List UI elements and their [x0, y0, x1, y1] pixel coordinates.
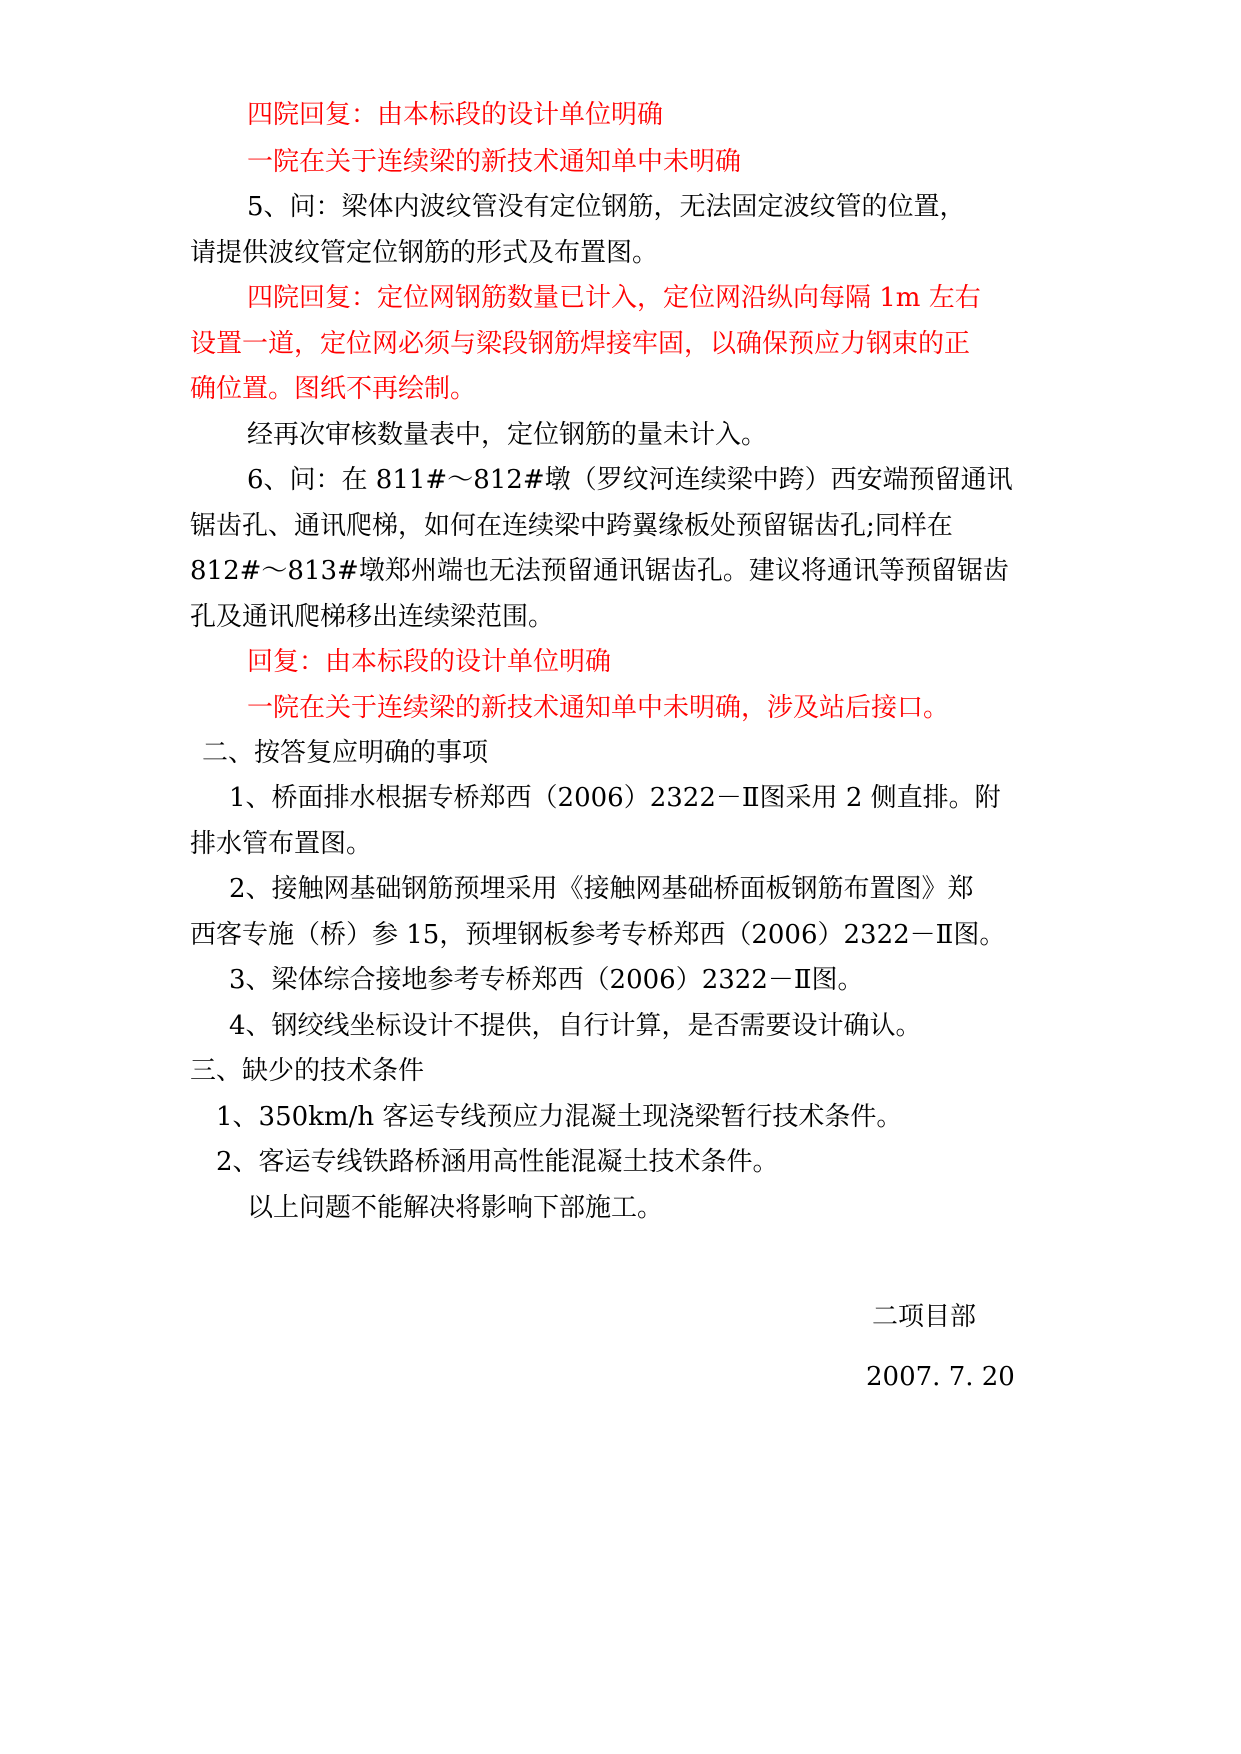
item-2-4: 4、钢绞线坐标设计不提供，自行计算，是否需要设计确认。 [229, 1011, 922, 1041]
reply-6-line-1: 回复：由本标段的设计单位明确 [247, 647, 612, 677]
item-3-1: 1、350km/h 客运专线预应力混凝土现浇梁暂行技术条件。 [216, 1102, 903, 1132]
item-3-2: 2、客运专线铁路桥涵用高性能混凝土技术条件。 [216, 1147, 779, 1177]
reply-line-1: 四院回复：由本标段的设计单位明确 [247, 100, 664, 130]
signature-date: 2007. 7. 20 [866, 1362, 1015, 1392]
question-6-line-2: 锯齿孔、通讯爬梯，如何在连续梁中跨翼缘板处预留锯齿孔;同样在 [190, 511, 953, 541]
item-2-2-line-2: 西客专施（桥）参 15，预埋钢板参考专桥郑西（2006）2322－Ⅱ图。 [190, 920, 1006, 950]
section-3-heading: 三、缺少的技术条件 [190, 1056, 425, 1086]
question-6-line-4: 孔及通讯爬梯移出连续梁范围。 [190, 602, 555, 632]
review-note: 经再次审核数量表中，定位钢筋的量未计入。 [247, 420, 768, 450]
item-2-1-line-1: 1、桥面排水根据专桥郑西（2006）2322－Ⅱ图采用 2 侧直排。附 [229, 783, 1001, 813]
signature-department: 二项目部 [872, 1302, 977, 1332]
section-2-heading: 二、按答复应明确的事项 [202, 738, 489, 768]
reply-6-line-2: 一院在关于连续梁的新技术通知单中未明确，涉及站后接口。 [247, 693, 950, 723]
closing-note: 以上问题不能解决将影响下部施工。 [247, 1193, 664, 1223]
question-5-line-2: 请提供波纹管定位钢筋的形式及布置图。 [190, 238, 659, 268]
reply-line-2: 一院在关于连续梁的新技术通知单中未明确 [247, 147, 742, 177]
question-6-line-1: 6、问：在 811#～812#墩（罗纹河连续梁中跨）西安端预留通讯 [247, 465, 1013, 495]
question-5-line-1: 5、问：梁体内波纹管没有定位钢筋，无法固定波纹管的位置， [247, 192, 966, 222]
question-6-line-3: 812#～813#墩郑州端也无法预留通讯锯齿孔。建议将通讯等预留锯齿 [190, 556, 1009, 586]
reply-5-line-2: 设置一道，定位网必须与梁段钢筋焊接牢固，以确保预应力钢束的正 [190, 329, 971, 359]
item-2-2-line-1: 2、接触网基础钢筋预埋采用《接触网基础桥面板钢筋布置图》郑 [229, 874, 974, 904]
item-2-1-line-2: 排水管布置图。 [190, 829, 373, 859]
reply-5-line-1: 四院回复：定位网钢筋数量已计入，定位网沿纵向每隔 1m 左右 [247, 283, 981, 313]
item-2-3: 3、梁体综合接地参考专桥郑西（2006）2322－Ⅱ图。 [229, 965, 864, 995]
reply-5-line-3: 确位置。图纸不再绘制。 [190, 374, 477, 404]
